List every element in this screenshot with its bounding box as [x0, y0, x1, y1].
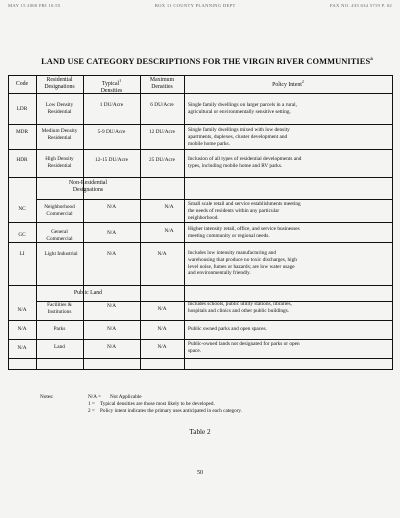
table-rule: [8, 124, 393, 125]
row-code: NC: [18, 206, 26, 212]
title-superscript: a: [370, 57, 373, 63]
row-typical: N/A: [106, 251, 117, 257]
row-typical: N/A: [106, 204, 117, 210]
row-typical: N/A: [106, 303, 117, 309]
designation-line: General: [51, 229, 68, 235]
section-line: Non-Residential: [69, 180, 107, 186]
row-typical: N/A: [106, 230, 117, 236]
note-key: 2 =: [88, 408, 95, 414]
row-maximum: N/A: [164, 228, 174, 234]
row-designation: [36, 204, 83, 218]
note-text: Typical densities are those most likely to be developed.: [100, 401, 215, 407]
table-rule: [8, 320, 393, 321]
note-item: [88, 401, 242, 408]
header-typical-text: Typical: [101, 80, 120, 87]
policy-line: types, including mobile home and RV parks.: [188, 162, 283, 169]
policy-line: Small scale retail and service establishments meeting: [188, 201, 301, 207]
designation-line: Residential: [47, 108, 72, 115]
policy-line: Single family dwellings on larger parcels in a rural,: [188, 102, 297, 108]
note-text: Not Applicable: [110, 394, 142, 400]
header-typical-sup: 1: [119, 78, 122, 83]
designation-line: Parks: [53, 326, 66, 332]
row-policy: [188, 127, 390, 147]
policy-line: Inclusion of all types of residential developments and: [188, 156, 302, 162]
header-maximum: [140, 77, 184, 91]
header-typical-line1: [83, 77, 140, 88]
row-maximum: 6 DU/Acre: [150, 102, 174, 108]
designation-line: Low Density: [45, 102, 74, 108]
header-code: Code: [15, 81, 29, 87]
row-policy: [188, 326, 390, 333]
section-nonresidential: [36, 180, 140, 194]
designation-line: Land: [54, 344, 65, 350]
row-maximum: N/A: [157, 251, 167, 257]
row-policy: [188, 102, 390, 116]
section-line: Designations: [72, 187, 104, 193]
table-rule: [8, 222, 393, 223]
page-number: 50: [197, 470, 203, 476]
row-designation: [36, 229, 83, 243]
header-maximum-line2: Densities: [151, 84, 173, 90]
table-caption: Table 2: [189, 428, 211, 436]
policy-line: Single family dwellings mixed with low density: [188, 127, 290, 133]
designation-line: Facilities &: [47, 302, 72, 308]
row-code: LI: [19, 251, 25, 257]
row-code: LDR: [16, 106, 28, 112]
row-designation: [36, 102, 83, 116]
row-maximum: N/A: [157, 306, 167, 312]
row-typical: 1 DU/Acre: [99, 102, 124, 108]
table-rule: [8, 339, 393, 340]
row-policy: [188, 201, 390, 221]
table-rule: [8, 285, 393, 286]
table-rule: [8, 93, 393, 94]
row-maximum: 12 DU/Acre: [148, 129, 176, 135]
row-code: HDR: [16, 157, 28, 163]
policy-line: agricultural or environmentally sensitive setting.: [188, 108, 291, 115]
row-designation: [36, 128, 83, 142]
header-residential-line2: Designations: [44, 84, 75, 90]
fax-header-left: MAY 15 2000 FRI 10:55: [8, 3, 61, 8]
policy-line: Includes schools, public utility stations, libraries,: [188, 301, 292, 307]
policy-line: Public owned parks and open spaces.: [188, 326, 267, 332]
row-typical: 12-15 DU/Acre: [94, 157, 129, 163]
row-code: N/A: [17, 345, 27, 351]
table-rule: [8, 75, 393, 76]
row-policy: [188, 250, 390, 277]
header-policy-text: Policy Intent: [272, 81, 302, 88]
row-designation: [36, 326, 83, 333]
table-rule: [8, 149, 393, 150]
policy-line: apartments, duplexes, cluster development and: [188, 133, 288, 140]
note-key: N/A =: [88, 394, 101, 400]
policy-line: Higher intensity retail, office, and service businesses: [188, 226, 300, 232]
row-policy: [188, 156, 390, 170]
row-code: N/A: [17, 326, 27, 332]
row-policy: [188, 341, 390, 355]
policy-line: space.: [188, 347, 202, 354]
note-item: [88, 408, 242, 415]
table-col-rule: [392, 75, 393, 370]
designation-line: Commercial: [46, 235, 73, 242]
policy-line: warehousing that produce no toxic discharges, high: [188, 256, 297, 263]
document-title: [22, 57, 392, 66]
row-code: MDR: [15, 129, 29, 135]
row-maximum: 25 DU/Acre: [148, 157, 176, 163]
designation-line: Neighborhood: [44, 204, 75, 210]
policy-line: and environmentally friendly.: [188, 270, 251, 277]
row-policy: [188, 226, 390, 240]
row-code: GC: [18, 232, 26, 238]
row-maximum: N/A: [157, 344, 167, 350]
note-text: Policy intent indicates the primary uses anticipated in each category.: [100, 408, 242, 414]
table-col-rule: [184, 75, 185, 370]
header-residential-line1: Residential: [46, 77, 73, 83]
policy-line: neighborhood.: [188, 214, 219, 221]
header-policy-sup: 2: [301, 79, 304, 84]
row-typical: N/A: [106, 326, 117, 332]
header-typical: [83, 77, 140, 95]
designation-line: Institutions: [47, 308, 72, 315]
row-maximum: N/A: [157, 326, 167, 332]
row-policy: [188, 301, 390, 315]
table-rule: [36, 199, 393, 200]
document-title-text: LAND USE CATEGORY DESCRIPTIONS FOR THE VIRGIN RIVER COMMUNITIES: [41, 57, 371, 66]
row-designation: [36, 156, 83, 170]
designation-line: Medium Density: [41, 128, 78, 134]
header-policy: [184, 78, 392, 89]
designation-line: Commercial: [46, 210, 73, 217]
designation-line: High Density: [45, 156, 74, 162]
row-designation: [36, 344, 83, 351]
policy-line: hospitals and clinics and other public buildings.: [188, 307, 290, 314]
fax-header: [8, 3, 392, 8]
row-designation: [36, 302, 83, 316]
policy-line: Public-owned lands not designated for parks or open: [188, 341, 300, 347]
section-public-land: Public Land: [73, 290, 103, 296]
fax-header-right: FAX NO. 435 634 5719 P. 02: [329, 3, 392, 8]
fax-header-mid: BOX 11 COUNTY PLANNING DEPT: [154, 3, 236, 8]
header-residential: [36, 77, 83, 91]
policy-line: the needs of residents within any particular: [188, 207, 280, 214]
policy-line: Includes low intensity manufacturing and: [188, 250, 276, 256]
policy-line: meeting community or regional needs.: [188, 232, 270, 239]
table-rule: [8, 177, 393, 178]
notes-label: Notes:: [40, 394, 54, 400]
row-typical: 5-9 DU/Acre: [97, 129, 126, 135]
designation-line: Residential: [47, 134, 72, 141]
notes-list: [88, 394, 242, 415]
table-rule: [8, 358, 393, 359]
policy-line: level noise, fumes or hazards; are low water usage: [188, 263, 295, 270]
row-designation: [36, 251, 86, 258]
designation-line: Light Industrial: [44, 251, 78, 257]
row-maximum: N/A: [164, 204, 174, 210]
land-use-table: [8, 75, 393, 370]
header-maximum-line1: Maximum: [149, 77, 175, 83]
header-typical-line2: Densities: [100, 87, 123, 94]
designation-line: Residential: [47, 162, 72, 169]
row-typical: N/A: [106, 344, 117, 350]
row-code: N/A: [17, 307, 27, 313]
table-rule: [8, 369, 393, 370]
policy-line: mobile home parks.: [188, 140, 230, 147]
note-key: 1 =: [88, 401, 95, 407]
note-item: [88, 394, 242, 401]
